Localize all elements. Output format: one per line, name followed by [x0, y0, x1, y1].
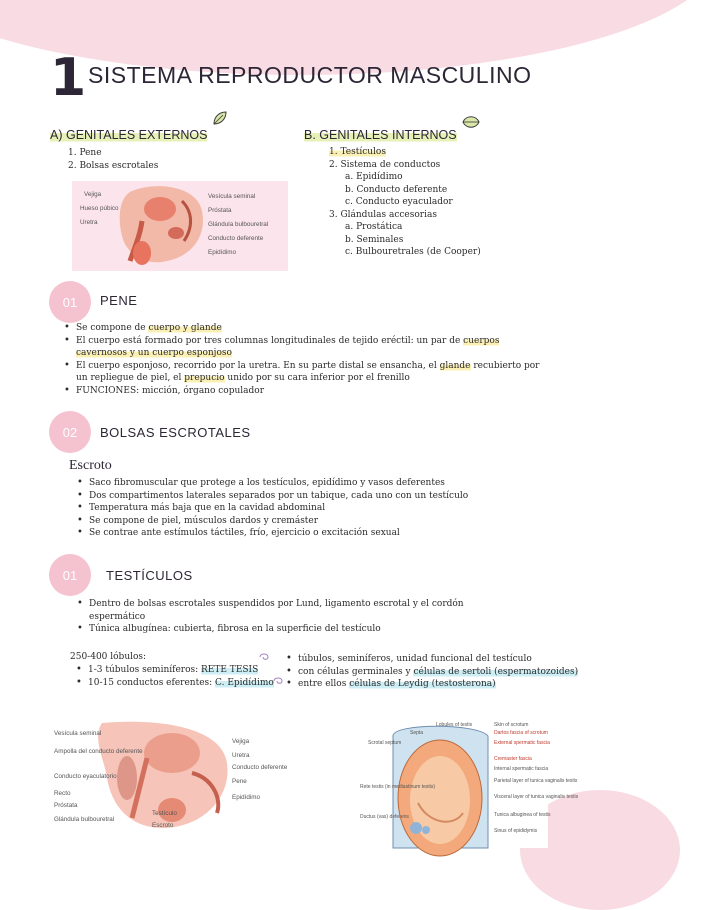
leaf-icon [462, 114, 480, 130]
figure-label: Uretra [80, 219, 98, 226]
figure-label: Vesícula seminal [54, 730, 102, 737]
figure-label: Conducto deferente [232, 764, 288, 771]
externos-heading: A) GENITALES EXTERNOS [50, 128, 208, 142]
anatomy-figure-top [72, 181, 288, 271]
list-item: • El cuerpo esponjoso, recorrido por la uretra. En su parte distal se ensancha, el glande recubierto por un repliegue de piel, el prepucio unido por su cara inferior por el frenillo [64, 360, 544, 385]
lobulos-heading: 250-400 lóbulos: [70, 652, 147, 662]
figure-label: Dartos fascia of scrotum [494, 730, 548, 736]
list-item: b. Seminales [345, 234, 404, 245]
list-item: • Dos compartimentos laterales separados por un tabique, cada uno con un testículo [77, 490, 537, 503]
figure-label: Conducto deferente [208, 235, 264, 242]
list-item: • entre ellos células de Leydig (testosterona) [286, 678, 600, 691]
list-item: • Se compone de cuerpo y glande [64, 322, 544, 335]
figure-label: Escroto [152, 822, 174, 829]
section-number-badge: 02 [49, 411, 91, 453]
figure-label: Parietal layer of tunica vaginalis testis [494, 778, 578, 784]
subsection-title-escroto: Escroto [69, 458, 112, 473]
figure-label: Septa [410, 730, 424, 736]
figure-label: Vejiga [84, 191, 102, 198]
figure-label: Cremaster fascia [494, 756, 532, 762]
anatomy-figure-bottom-left [52, 718, 288, 830]
figure-label: Glándula bulbouretral [54, 816, 115, 823]
chapter-number: 1 [50, 48, 87, 108]
section-number-badge: 01 [49, 281, 91, 323]
list-item: • Túnica albugínea: cubierta, fibrosa en la superficie del testículo [77, 623, 497, 636]
swirl-icon [258, 652, 270, 662]
tubulos-list [286, 653, 600, 691]
lobulos-list [76, 664, 286, 689]
list-item: • FUNCIONES: micción, órgano copulador [64, 385, 544, 398]
figure-label: Testículo [152, 810, 177, 817]
figure-label: Conducto eyaculatorio [54, 773, 117, 780]
figure-label: Recto [54, 790, 71, 797]
list-item: • 10-15 conductos eferentes: C. Epidídimo [76, 677, 286, 690]
figure-label: Próstata [54, 802, 78, 809]
list-item: a. Prostática [345, 222, 403, 232]
figure-label: Rete testis (in mediastinum testis) [360, 784, 436, 790]
figure-label: Hueso púbico [80, 205, 119, 212]
internos-list [329, 146, 481, 259]
list-item: • Saco fibromuscular que protege a los testículos, epidídimo y vasos deferentes [77, 477, 537, 490]
page-title: SISTEMA REPRODUCTOR MASCULINO [88, 62, 532, 88]
figure-label: Ampolla del conducto deferente [54, 748, 143, 755]
list-item: • Temperatura más baja que en la cavidad abdominal [77, 502, 537, 515]
internos-heading: B. GENITALES INTERNOS [304, 128, 457, 142]
figure-label: Glándula bulbouretral [208, 221, 269, 228]
list-item: • con células germinales y células de sertoli (espermatozoides) [286, 666, 600, 679]
figure-label: Scrotal septum [368, 740, 402, 746]
figure-label: Vesícula seminal [208, 193, 256, 200]
list-item: • El cuerpo está formado por tres columnas longitudinales de tejido eréctil: un par de cuerpos cavernosos y un cuerpo esponjoso [64, 335, 544, 360]
section-number-badge: 01 [49, 554, 91, 596]
list-item: 1. Testículos [329, 147, 386, 157]
figure-label: Uretra [232, 752, 250, 759]
figure-label: Epidídimo [232, 794, 261, 801]
swirl-icon [272, 676, 284, 686]
testiculos-list [77, 598, 497, 636]
section-title-bolsas: BOLSAS ESCROTALES [100, 425, 251, 440]
anatomy-figure-bottom-right [358, 718, 579, 848]
list-item: • 1-3 túbulos seminíferos: RETE TESIS [76, 664, 286, 677]
figure-label: External spermatic fascia [494, 740, 550, 746]
list-item: • Dentro de bolsas escrotales suspendidos por Lund, ligamento escrotal y el cordón espermático [77, 598, 497, 623]
list-item: 1. Pene [68, 148, 102, 158]
figure-label: Tunica albuginea of testis [494, 812, 551, 818]
list-item: a. Epidídimo [345, 172, 403, 182]
list-item: • Se compone de piel, músculos dardos y cremáster [77, 515, 537, 528]
figure-label: Vejiga [232, 738, 250, 745]
escroto-list [77, 477, 537, 540]
figure-label: Epidídimo [208, 249, 237, 256]
figure-label: Lobules of testis [436, 722, 473, 728]
figure-label: Sinus of epididymis [494, 828, 538, 834]
list-item: • Se contrae ante estímulos táctiles, frío, ejercicio o excitación sexual [77, 527, 537, 540]
externos-list [68, 147, 158, 172]
figure-label: Visceral layer of tunica vaginalis testis [494, 794, 579, 800]
list-item: c. Conducto eyaculador [345, 197, 453, 207]
leaf-icon [212, 110, 228, 126]
list-item: 2. Bolsas escrotales [68, 160, 159, 171]
figure-label: Ductus (vas) deferens [360, 814, 409, 820]
list-item: c. Bulbouretrales (de Cooper) [345, 247, 481, 257]
list-item: 2. Sistema de conductos [329, 159, 441, 170]
figure-label: Próstata [208, 207, 232, 214]
figure-label: Pene [232, 778, 247, 785]
list-item: 3. Glándulas accesorias [329, 209, 437, 220]
section-title-pene: PENE [100, 293, 138, 308]
list-item: b. Conducto deferente [345, 184, 448, 195]
section-title-testiculos: TESTÍCULOS [106, 568, 193, 583]
figure-label: Internal spermatic fascia [494, 766, 549, 772]
list-item: • túbulos, seminíferos, unidad funcional del testículo [286, 653, 600, 666]
pene-list [64, 322, 544, 397]
figure-label: Skin of scrotum [494, 722, 529, 728]
